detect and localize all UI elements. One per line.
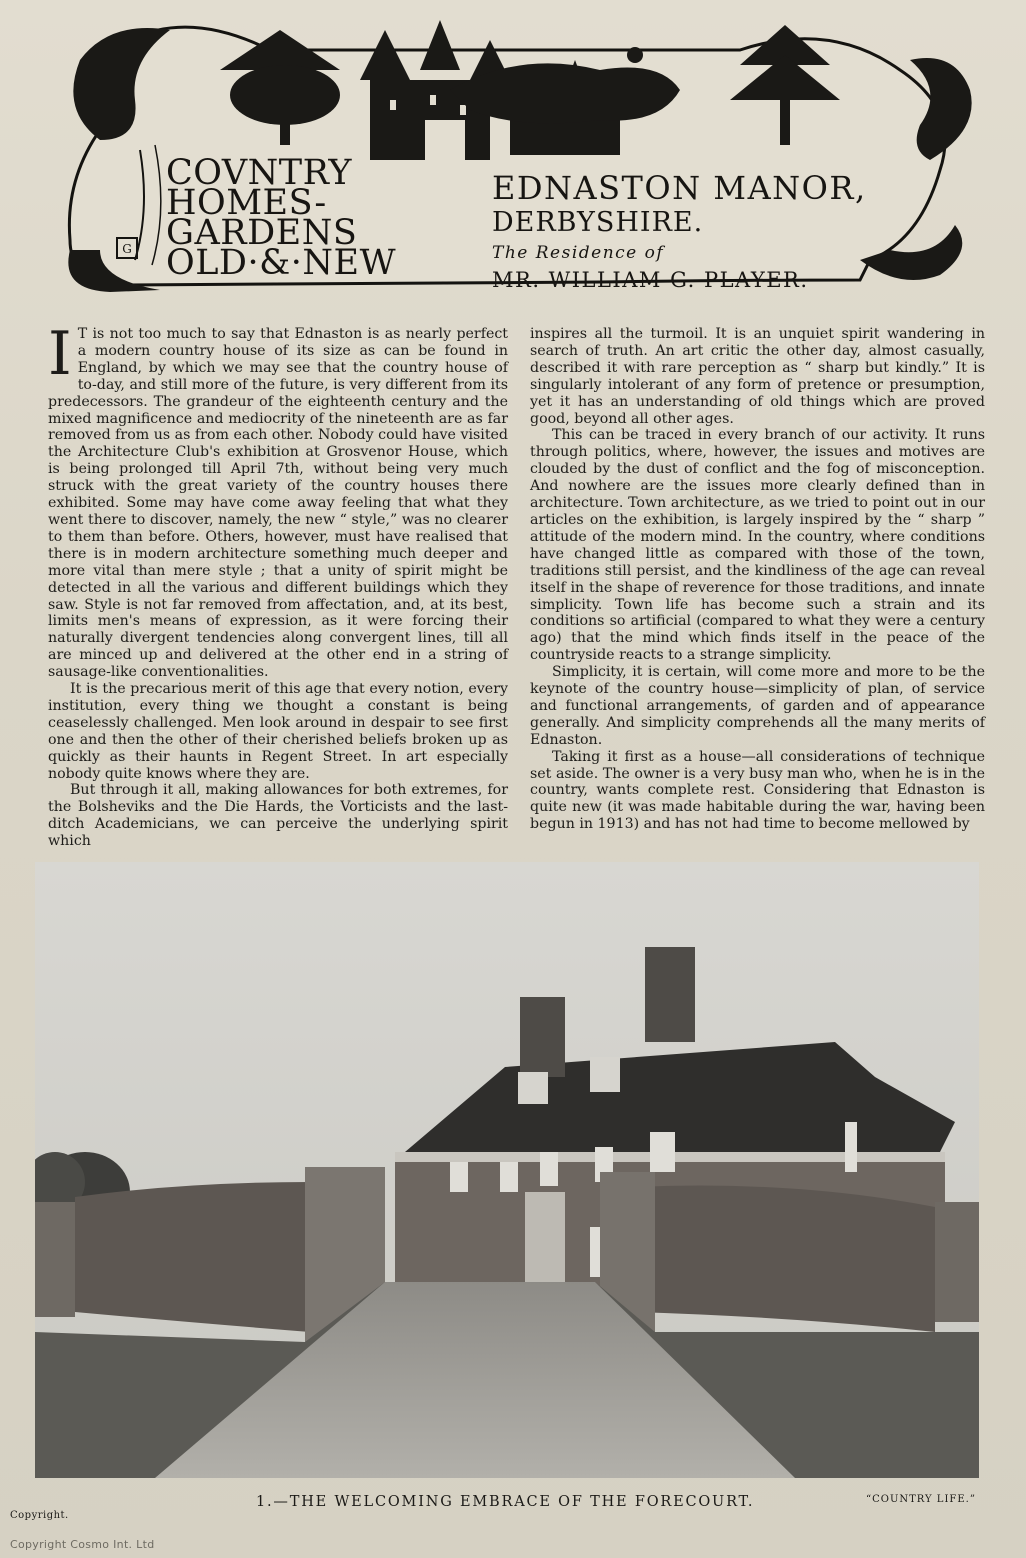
photo-caption: 1.—THE WELCOMING EMBRACE OF THE FORECOURT. bbox=[256, 1494, 755, 1510]
text-column-left bbox=[48, 319, 508, 850]
paragraph: But through it all, making allowances for both extremes, for the Bolsheviks and the Die Hards, the Vorticists and the last-ditch Academicians, we can perceive the underlying spirit which bbox=[48, 782, 508, 850]
county-name: DERBYSHIRE. bbox=[492, 207, 704, 238]
header-banner bbox=[40, 10, 986, 310]
forecourt-photograph bbox=[35, 862, 979, 1478]
watermark: Copyright Cosmo Int. Ltd bbox=[10, 1538, 155, 1551]
paragraph: inspires all the turmoil. It is an unquiet spirit wandering in search of truth. An art critic the other day, almost casually, described it with rare perception as “ sharp but kindly.” It is singularly intolerant of any form of pretence or presumption, yet it has an understanding of old things which are proved good, beyond all other ages. bbox=[530, 326, 985, 427]
paragraph: Simplicity, it is certain, will come more and more to be the keynote of the country house—simplicity of plan, of service and functional arrangements, of garden and of appearance generally. And simplicity comprehends all the many merits of Ednaston. bbox=[530, 664, 985, 748]
series-title-line: GARDENS bbox=[166, 213, 358, 253]
photo-source: “COUNTRY LIFE.” bbox=[866, 1494, 976, 1505]
owner-name: MR. WILLIAM G. PLAYER. bbox=[492, 268, 809, 292]
paragraph-text: T is not too much to say that Ednaston is as nearly perfect a modern country house of its size as can be found in England, by which we may see that the country house of to-day, and still more of the future, is very different from its predecessors. The grandeur of the eighteenth century and the mixed magnificence and mediocrity of the nineteenth are as far removed from us as from each other. Nobody could have visited the Architecture Club's exhibition at Grosvenor House, which is being prolonged till April 7th, without being very much struck with the great variety of the country houses there exhibited. Some may have come away feeling that what they went there to discover, namely, the new “ style,” was no clearer to them than before. Others, however, must have realised that there is in modern architecture something much deeper and more vital than mere style ; that a unity of spirit might be detected in all the various and different buildings which they saw. Style is not far removed from affectation, and, at its best, limits men's means of expression, as it were forcing their naturally divergent tendencies along convergent lines, till all are minced up and delivered at the other end in a string of sausage-like conventionalities. bbox=[48, 326, 508, 681]
paragraph: It is the precarious merit of this age that every notion, every institution, every thing we thought a constant is being ceaselessly challenged. Men look around in despair to see first one and then the other of their cherished beliefs broken up as quickly as their haunts in Regent Street. In art especially nobody quite knows where they are. bbox=[48, 681, 508, 782]
svg-text:G: G bbox=[122, 242, 132, 256]
drop-cap: I bbox=[48, 319, 72, 389]
manor-name: EDNASTON MANOR, bbox=[492, 169, 867, 207]
series-title-line: COVNTRY bbox=[166, 153, 352, 193]
article-heading bbox=[492, 170, 872, 294]
paragraph: This can be traced in every branch of our activity. It runs through politics, where, however, the issues and motives are clouded by the dust of conflict and the fog of misconception. And nowhere are the issues more clearly defined than in architecture. Town architecture, as we tried to point out in our articles on the exhibition, is largely inspired by the “ sharp ” attitude of the modern mind. In the country, where conditions have changed little as compared with those of the town, traditions still persist, and the kindliness of the age can reveal itself in the shape of reverence for those traditions, and innate simplicity. Town life has become such a strain and its conditions so artificial (compared to what they were a century ago) that the mind which finds itself in the peace of the countryside reacts to a strange simplicity. bbox=[530, 427, 985, 664]
series-title bbox=[166, 153, 436, 283]
text-column-right bbox=[530, 326, 985, 833]
paragraph bbox=[48, 319, 508, 681]
photo-caption-row bbox=[0, 1492, 1026, 1522]
copyright-label: Copyright. bbox=[10, 1510, 69, 1521]
residence-label: The Residence of bbox=[492, 243, 665, 263]
series-title-line: OLD·&·NEW bbox=[166, 243, 397, 283]
series-title-line: HOMES- bbox=[166, 183, 327, 223]
house-photo-illustration bbox=[35, 862, 979, 1478]
paragraph: Taking it first as a house—all considerations of technique set aside. The owner is a very busy man who, when he is in the country, wants complete rest. Considering that Ednaston is quite new (it was made habitable during the war, having been begun in 1913) and has not had time to become mellowed by bbox=[530, 748, 985, 833]
